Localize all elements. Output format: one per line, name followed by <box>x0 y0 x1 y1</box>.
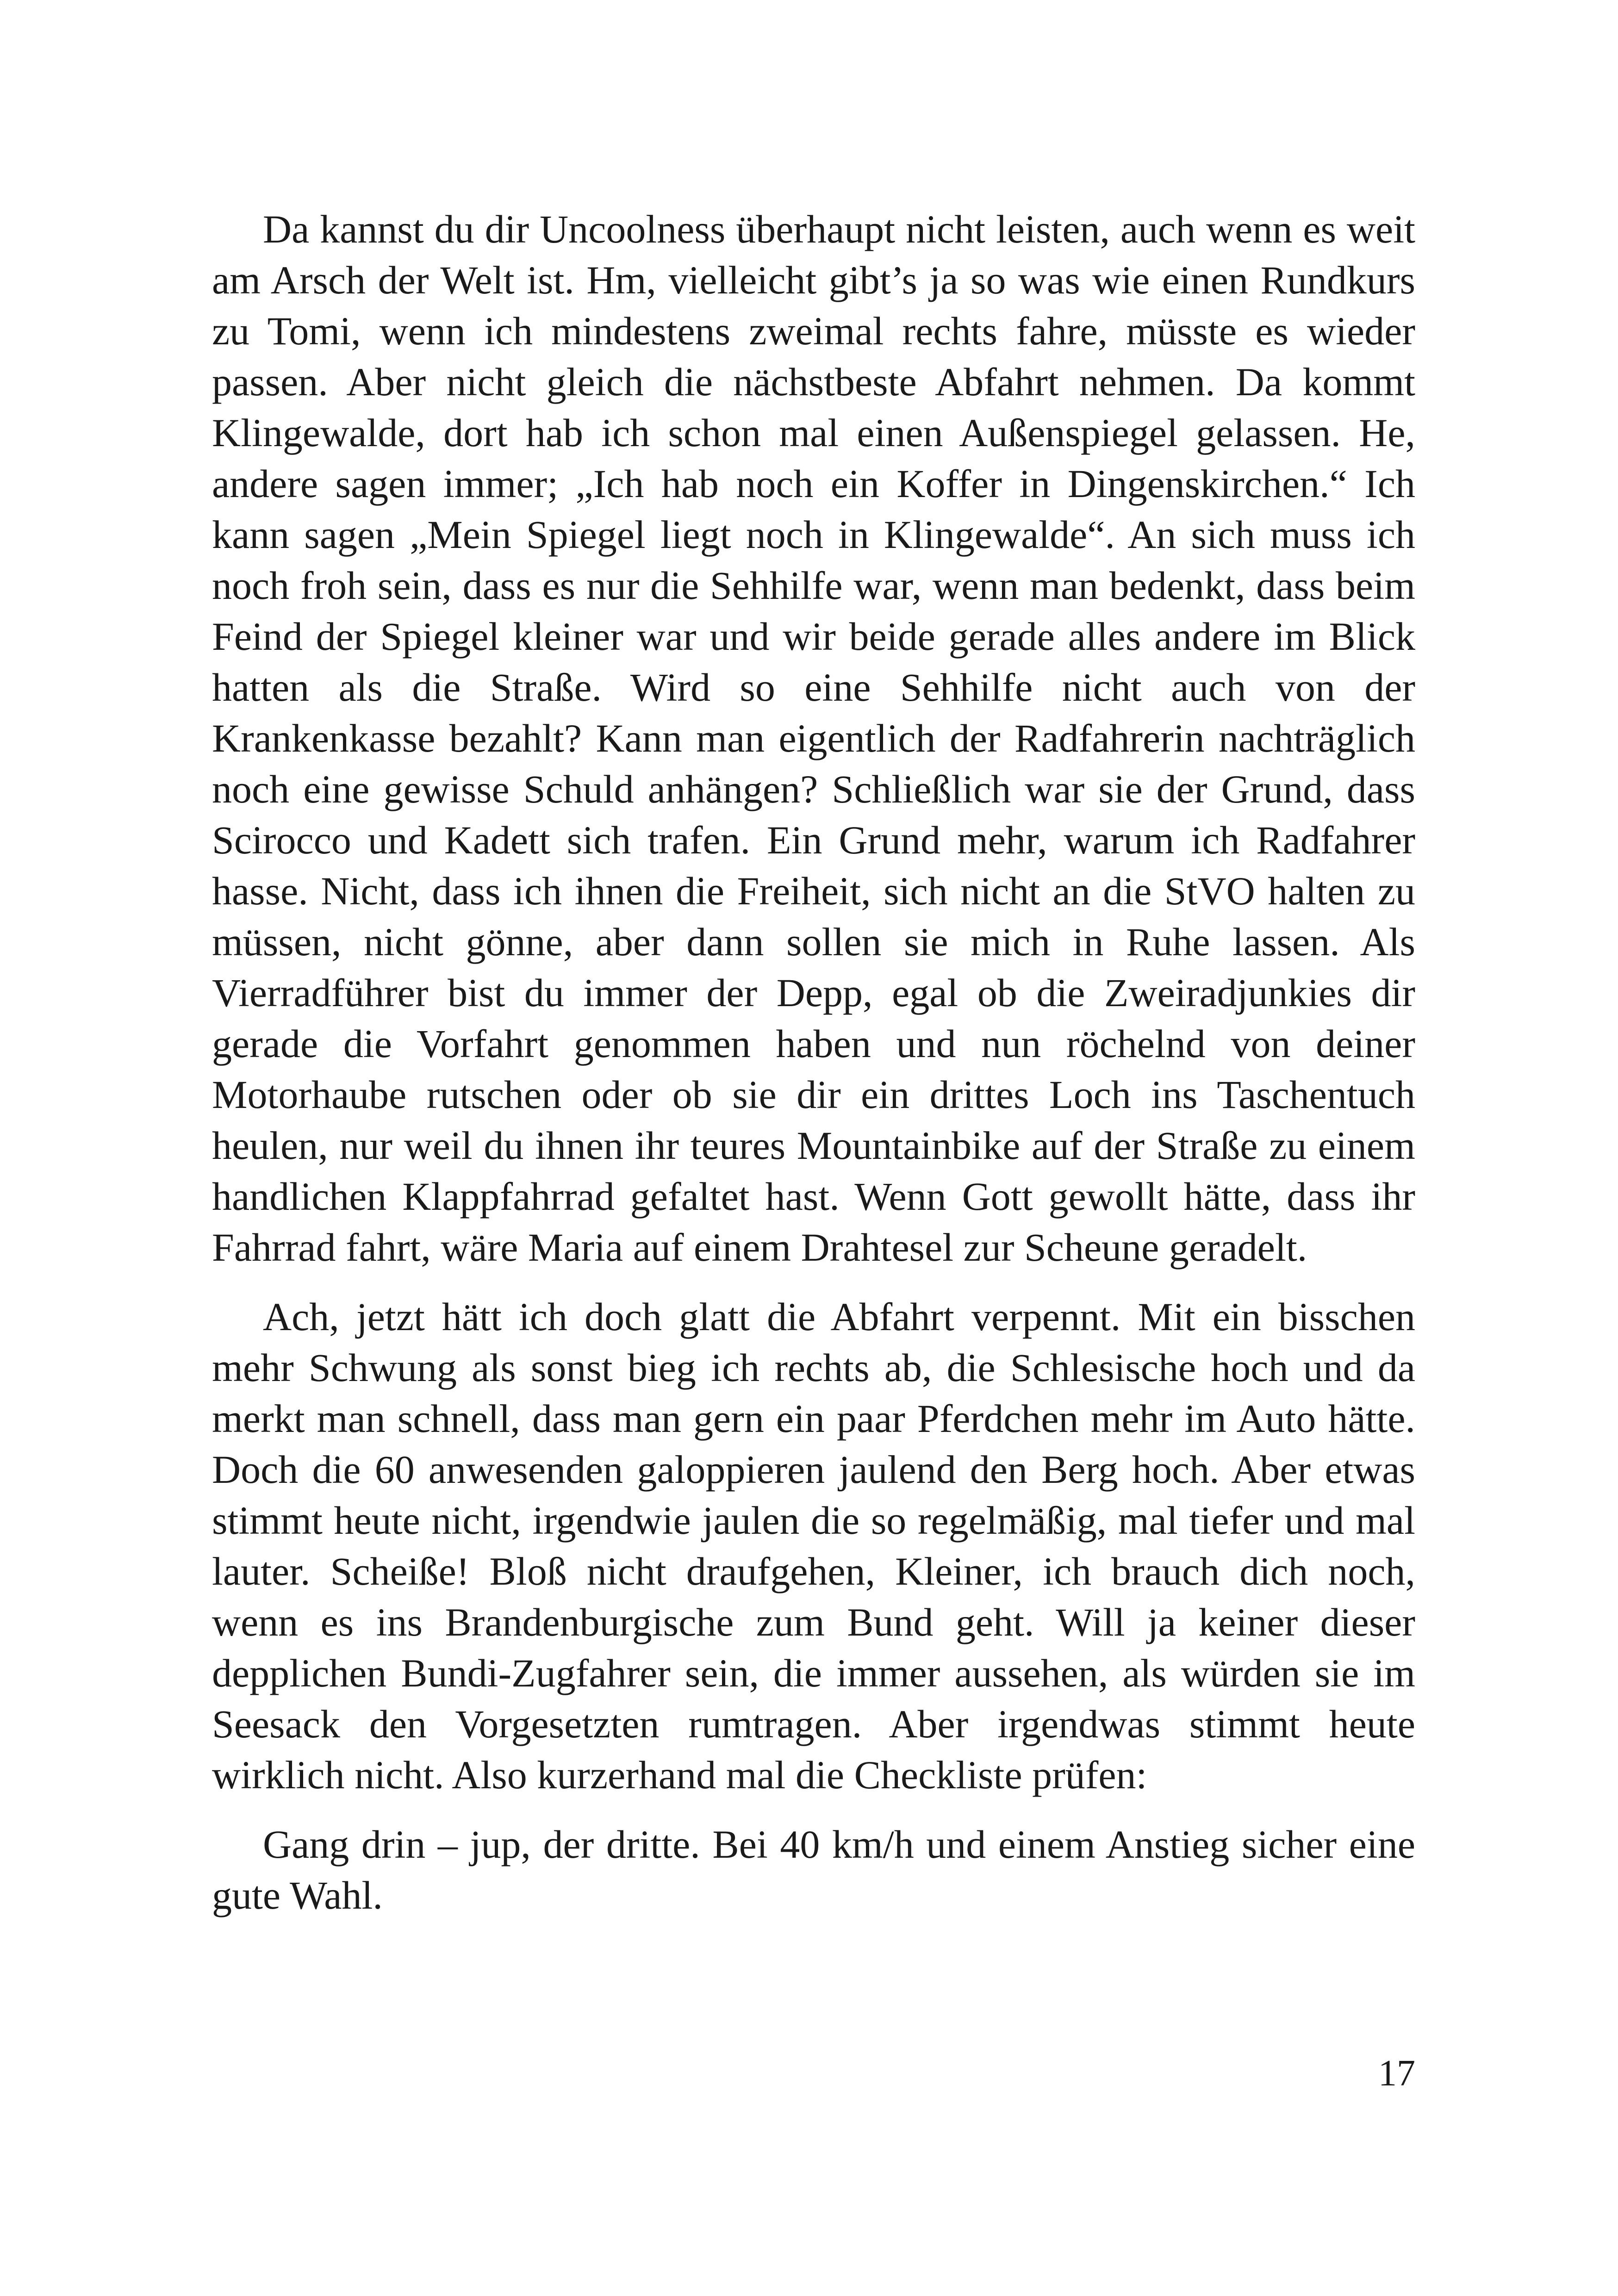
paragraph-3: Gang drin – jup, der dritte. Bei 40 km/h und einem Anstieg sicher eine gute Wahl. <box>212 1822 1415 1917</box>
page-number: 17 <box>1378 2053 1415 2094</box>
body-text <box>212 204 1415 1921</box>
paragraph-2: Ach, jetzt hätt ich doch glatt die Abfahrt verpennt. Mit ein bisschen mehr Schwung als sonst bieg ich rechts ab, die Schlesische hoch und da merkt man schnell, dass man gern ein paar Pferdchen mehr im Auto hätte. Doch die 60 anwesenden galoppieren jaulend den Berg hoch. Aber etwas stimmt heute nicht, irgendwie jaulen die so regelmäßig, mal tiefer und mal lauter. Scheiße! Bloß nicht draufgehen, Kleiner, ich brauch dich noch, wenn es ins Brandenburgische zum Bund geht. Will ja keiner dieser depplichen Bundi-Zugfahrer sein, die immer aussehen, als würden sie im Seesack den Vorgesetzten rumtragen. Aber irgendwas stimmt heute wirklich nicht. Also kurzerhand mal die Checkliste prüfen: <box>212 1294 1415 1797</box>
paragraph-1: Da kannst du dir Uncoolness überhaupt nicht leisten, auch wenn es weit am Arsch der Welt ist. Hm, vielleicht gibt’s ja so was wie einen Rundkurs zu Tomi, wenn ich mindestens zweimal rechts fahre, müsste es wieder passen. Aber nicht gleich die nächstbeste Abfahrt nehmen. Da kommt Klingewalde, dort hab ich schon mal einen Außenspiegel gelassen. He, andere sagen immer; „Ich hab noch ein Koffer in Dingenskirchen.“ Ich kann sagen „Mein Spiegel liegt noch in Klingewalde“. An sich muss ich noch froh sein, dass es nur die Sehhilfe war, wenn man bedenkt, dass beim Feind der Spiegel kleiner war und wir beide gerade alles andere im Blick hatten als die Straße. Wird so eine Sehhilfe nicht auch von der Krankenkasse bezahlt? Kann man eigentlich der Radfahrerin nachträglich noch eine gewisse Schuld anhängen? Schließlich war sie der Grund, dass Scirocco und Kadett sich trafen. Ein Grund mehr, warum ich Radfahrer hasse. Nicht, dass ich ihnen die Freiheit, sich nicht an die StVO halten zu müssen, nicht gönne, aber dann sollen sie mich in Ruhe lassen. Als Vierradführer bist du immer der Depp, egal ob die Zweiradjunkies dir gerade die Vorfahrt genommen haben und nun röchelnd von deiner Motorhaube rutschen oder ob sie dir ein drittes Loch ins Taschentuch heulen, nur weil du ihnen ihr teures Mountainbike auf der Straße zu einem handlichen Klappfahrrad gefaltet hast. Wenn Gott gewollt hätte, dass ihr Fahrrad fahrt, wäre Maria auf einem Drahtesel zur Scheune geradelt. <box>212 207 1415 1269</box>
